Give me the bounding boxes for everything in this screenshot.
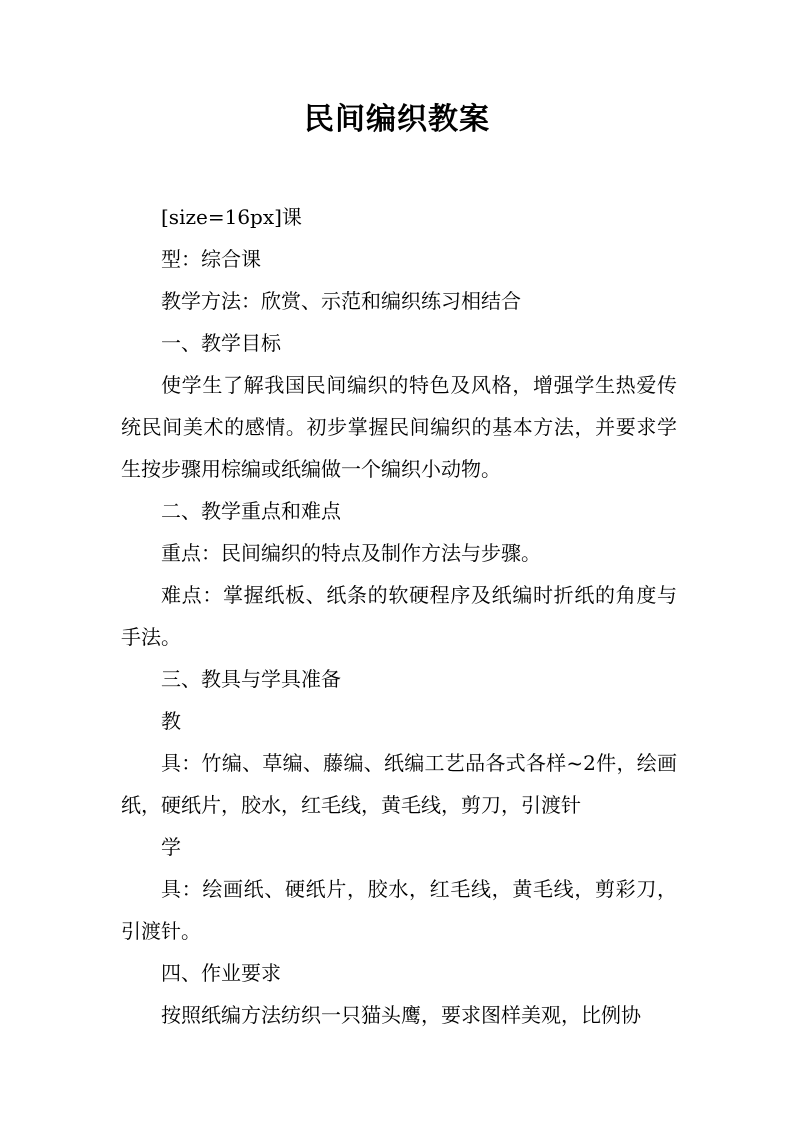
paragraph-student-materials: 具：绘画纸、硬纸片，胶水，红毛线，黄毛线，剪彩刀，引渡针。 xyxy=(121,877,677,943)
paragraph-course-type: 型：综合课 xyxy=(161,247,261,271)
document-title: 民间编织教案 xyxy=(304,102,490,137)
paragraph-student-label: 学 xyxy=(161,835,181,859)
heading-key-points: 二、教学重点和难点 xyxy=(161,499,341,523)
paragraph-key-point: 重点：民间编织的特点及制作方法与步骤。 xyxy=(161,541,541,565)
paragraph-difficult-point: 难点：掌握纸板、纸条的软硬程序及纸编时折纸的角度与手法。 xyxy=(121,583,677,649)
heading-materials: 三、教具与学具准备 xyxy=(161,667,341,691)
paragraph-teaching-goals: 使学生了解我国民间编织的特色及风格，增强学生热爱传统民间美术的感情。初步掌握民间编织的基本方法，并要求学生按步骤用棕编或纸编做一个编织小动物。 xyxy=(121,373,677,481)
document-body xyxy=(121,196,677,1036)
heading-homework: 四、作业要求 xyxy=(161,961,281,985)
paragraph-teacher-label: 教 xyxy=(161,709,181,733)
paragraph-homework: 按照纸编方法纺织一只猫头鹰，要求图样美观，比例协 xyxy=(161,1003,641,1027)
paragraph-teacher-materials: 具：竹编、草编、藤编、纸编工艺品各式各样~2件，绘画纸，硬纸片，胶水，红毛线，黄毛线，剪刀，引渡针 xyxy=(121,751,677,817)
heading-teaching-goals: 一、教学目标 xyxy=(161,331,281,355)
paragraph-teaching-method: 教学方法：欣赏、示范和编织练习相结合 xyxy=(161,289,521,313)
paragraph-course-type-label: [size=16px]课 xyxy=(161,205,302,229)
